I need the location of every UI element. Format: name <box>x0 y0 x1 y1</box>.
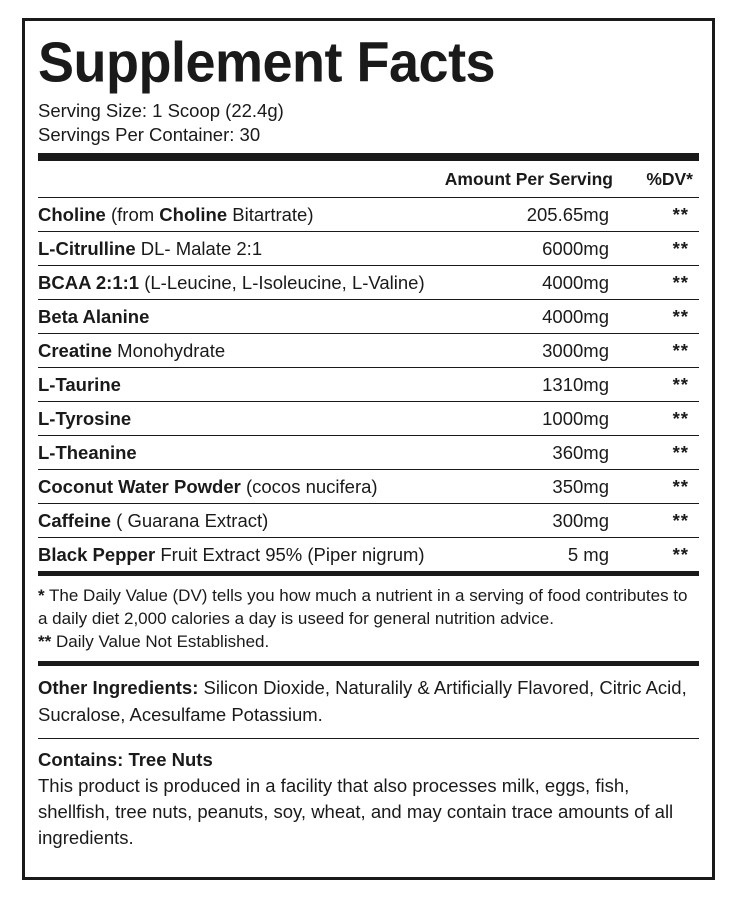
footnote-star: * <box>38 586 45 605</box>
ingredient-dv: ** <box>672 339 689 361</box>
ingredient-dv: ** <box>672 509 689 531</box>
ingredient-amount: 350mg <box>552 475 609 497</box>
ingredient-dv: ** <box>672 203 689 225</box>
table-row <box>38 469 699 503</box>
ingredient-name: Caffeine ( Guarana Extract) <box>38 509 269 531</box>
thick-divider <box>38 153 699 161</box>
dv-header: %DV* <box>646 168 693 189</box>
table-row <box>38 435 699 469</box>
ingredient-name: Coconut Water Powder (cocos nucifera) <box>38 475 378 497</box>
ingredient-amount: 1000mg <box>542 407 609 429</box>
panel-title: Supplement Facts <box>38 31 496 94</box>
ingredient-name: L-Theanine <box>38 441 137 463</box>
ingredient-name: Creatine Monohydrate <box>38 339 226 361</box>
servings-per-container: Servings Per Container: 30 <box>38 124 261 145</box>
ingredient-amount: 1310mg <box>542 373 609 395</box>
table-row <box>38 367 699 401</box>
footnote-text: The Daily Value (DV) tells you how much a nutrient in a serving of food contributes to a daily diet 2,000 calories a day is useed for general nutrition advice. <box>38 586 688 628</box>
table-row <box>38 299 699 333</box>
ingredient-name: Black Pepper Fruit Extract 95% (Piper nigrum) <box>38 543 425 565</box>
ingredient-name: L-Citrulline DL- Malate 2:1 <box>38 237 263 259</box>
ingredient-dv: ** <box>672 305 689 327</box>
ingredient-amount: 205.65mg <box>526 203 609 225</box>
table-row <box>38 197 699 231</box>
table-row <box>38 265 699 299</box>
dv-footnote <box>38 576 699 661</box>
other-ingredients-text: Silicon Dioxide, Naturalily & Artificially Flavored, Citric Acid, Sucralose, Acesulfame Potassium. <box>38 677 687 725</box>
ingredient-name: L-Tyrosine <box>38 407 132 429</box>
table-row <box>38 401 699 435</box>
footnote-text: Daily Value Not Established. <box>51 632 270 651</box>
ingredient-amount: 6000mg <box>542 237 609 259</box>
allergen-text: This product is produced in a facility that also processes milk, eggs, fish, shellfish, tree nuts, peanuts, soy, wheat, and may contain trace amounts of all ingredients. <box>38 775 674 848</box>
ingredient-dv: ** <box>672 407 689 429</box>
table-row <box>38 537 699 571</box>
footnote-star: ** <box>38 632 52 651</box>
supplement-facts-panel <box>22 18 715 880</box>
ingredient-name: L-Taurine <box>38 373 121 395</box>
ingredient-amount: 3000mg <box>542 339 609 361</box>
ingredient-amount: 360mg <box>552 441 609 463</box>
ingredient-dv: ** <box>672 271 689 293</box>
ingredient-amount: 4000mg <box>542 271 609 293</box>
contains-label: Contains: Tree Nuts <box>38 749 213 770</box>
ingredient-dv: ** <box>672 237 689 259</box>
ingredient-name: Choline (from Choline Bitartrate) <box>38 203 314 225</box>
ingredient-amount: 4000mg <box>542 305 609 327</box>
column-header <box>38 161 699 197</box>
serving-size: Serving Size: 1 Scoop (22.4g) <box>38 100 284 121</box>
amount-header: Amount Per Serving <box>444 168 613 189</box>
ingredient-amount: 300mg <box>552 509 609 531</box>
ingredient-dv: ** <box>672 441 689 463</box>
other-ingredients <box>38 666 699 738</box>
other-ingredients-label: Other Ingredients: <box>38 677 199 698</box>
ingredient-dv: ** <box>672 543 689 565</box>
table-row <box>38 231 699 265</box>
ingredient-table <box>38 197 699 571</box>
ingredient-amount: 5 mg <box>567 543 609 565</box>
ingredient-name: Beta Alanine <box>38 305 150 327</box>
table-row <box>38 333 699 367</box>
table-row <box>38 503 699 537</box>
allergen-statement <box>38 739 699 851</box>
ingredient-dv: ** <box>672 475 689 497</box>
ingredient-name: BCAA 2:1:1 (L-Leucine, L-Isoleucine, L-Valine) <box>38 271 425 293</box>
ingredient-dv: ** <box>672 373 689 395</box>
